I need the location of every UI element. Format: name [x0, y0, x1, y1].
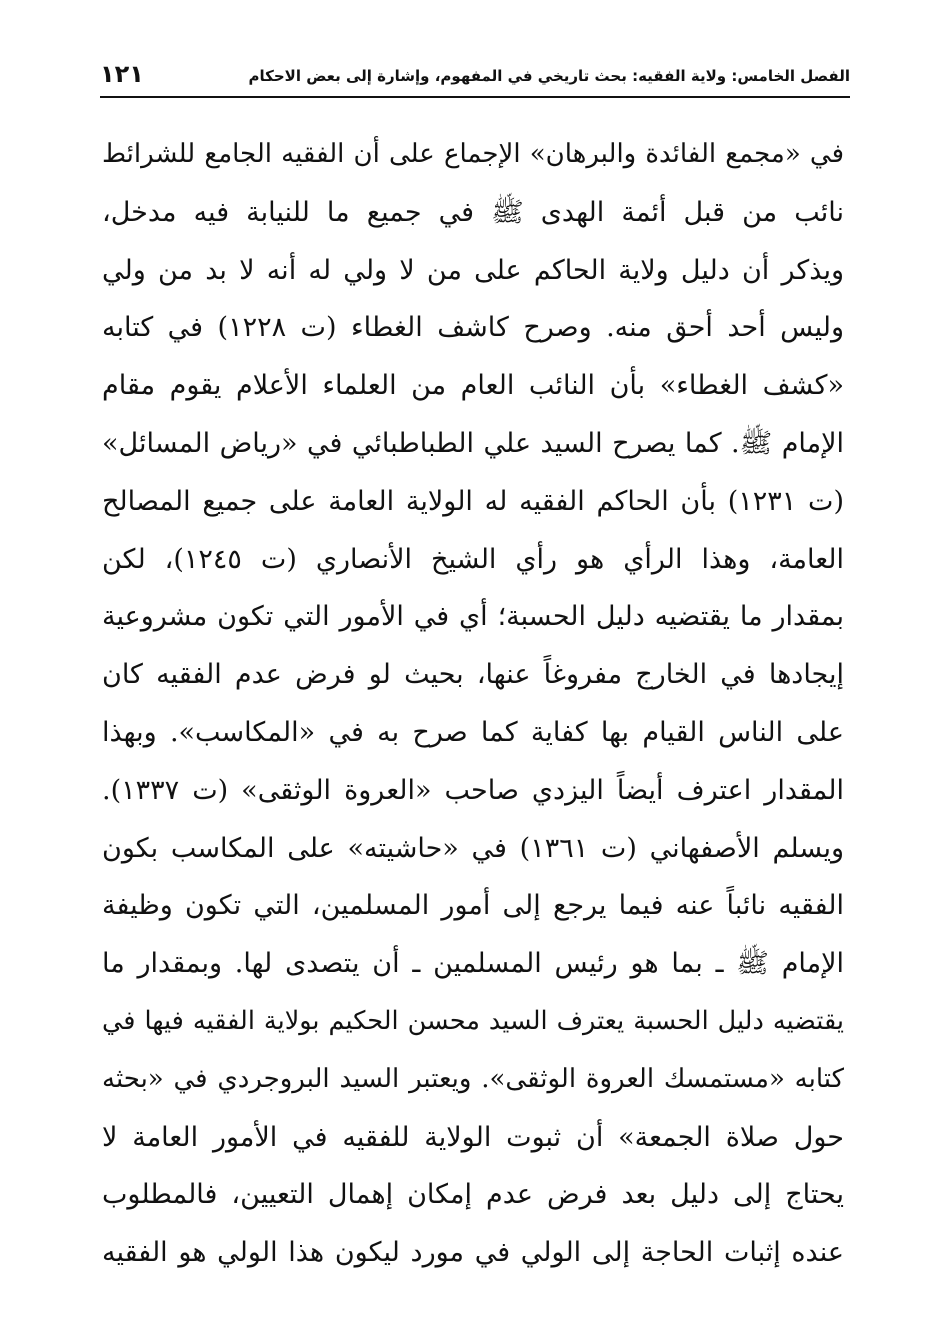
text-line: المقدار اعترف أيضاً اليزدي صاحب «العروة الوثقى» (ت ١٣٣٧).	[102, 774, 844, 806]
running-title: الفصل الخامس: ولاية الفقيه: بحث تاريخي في المفهوم، وإشارة إلى بعض الاحكام	[248, 67, 850, 85]
text-line: نائب من قبل أئمة الهدى ﷺ في جميع ما للنيابة فيه مدخل،	[102, 196, 844, 228]
text-line: ويسلم الأصفهاني (ت ١٣٦١) في «حاشيته» على المكاسب بكون	[102, 832, 844, 864]
header-rule	[100, 96, 850, 98]
text-line: العامة، وهذا الرأي هو رأي الشيخ الأنصاري (ت ١٢٤٥)، لكن	[102, 543, 844, 575]
text-line: الإمام ﷺ ـ بما هو رئيس المسلمين ـ أن يتصدى لها. وبمقدار ما	[102, 948, 844, 980]
text-line: (ت ١٢٣١) بأن الحاكم الفقيه له الولاية العامة على جميع المصالح	[102, 485, 844, 517]
text-line: على الناس القيام بها كفاية كما صرح به في «المكاسب». وبهذا	[102, 716, 844, 748]
page-header	[100, 58, 850, 94]
text-line: عنده إثبات الحاجة إلى الولي في مورد ليكون هذا الولي هو الفقيه	[102, 1237, 844, 1269]
text-line: حول صلاة الجمعة» أن ثبوت الولاية للفقيه في الأمور العامة لا	[102, 1121, 844, 1153]
text-line: يحتاج إلى دليل بعد فرض عدم إمكان إهمال التعيين، فالمطلوب	[102, 1179, 844, 1211]
text-line: الإمام ﷺ. كما يصرح السيد علي الطباطبائي في «رياض المسائل»	[102, 427, 844, 459]
body-text	[102, 126, 844, 1282]
page-number: ١٢١	[100, 60, 144, 88]
text-line: «كشف الغطاء» بأن النائب العام من العلماء الأعلام يقوم مقام	[102, 370, 844, 402]
text-line: إيجادها في الخارج مفروغاً عنها، بحيث لو فرض عدم الفقيه كان	[102, 659, 844, 691]
text-line: يقتضيه دليل الحسبة يعترف السيد محسن الحكيم بولاية الفقيه فيها في	[102, 1005, 844, 1036]
text-line: كتابه «مستمسك العروة الوثقى». ويعتبر السيد البروجردي في «بحثه	[102, 1063, 844, 1094]
text-line: في «مجمع الفائدة والبرهان» الإجماع على أن الفقيه الجامع للشرائط	[102, 139, 844, 169]
text-line: الفقيه نائباً عنه فيما يرجع إلى أمور المسلمين، التي تكون وظيفة	[102, 890, 844, 922]
text-line: وليس أحد أحق منه. وصرح كاشف الغطاء (ت ١٢٢٨) في كتابه	[102, 312, 844, 344]
text-line: ويذكر أن دليل ولاية الحاكم على من لا ولي له أنه لا بد من ولي	[102, 254, 844, 286]
text-line: بمقدار ما يقتضيه دليل الحسبة؛ أي في الأمور التي تكون مشروعية	[102, 601, 844, 633]
